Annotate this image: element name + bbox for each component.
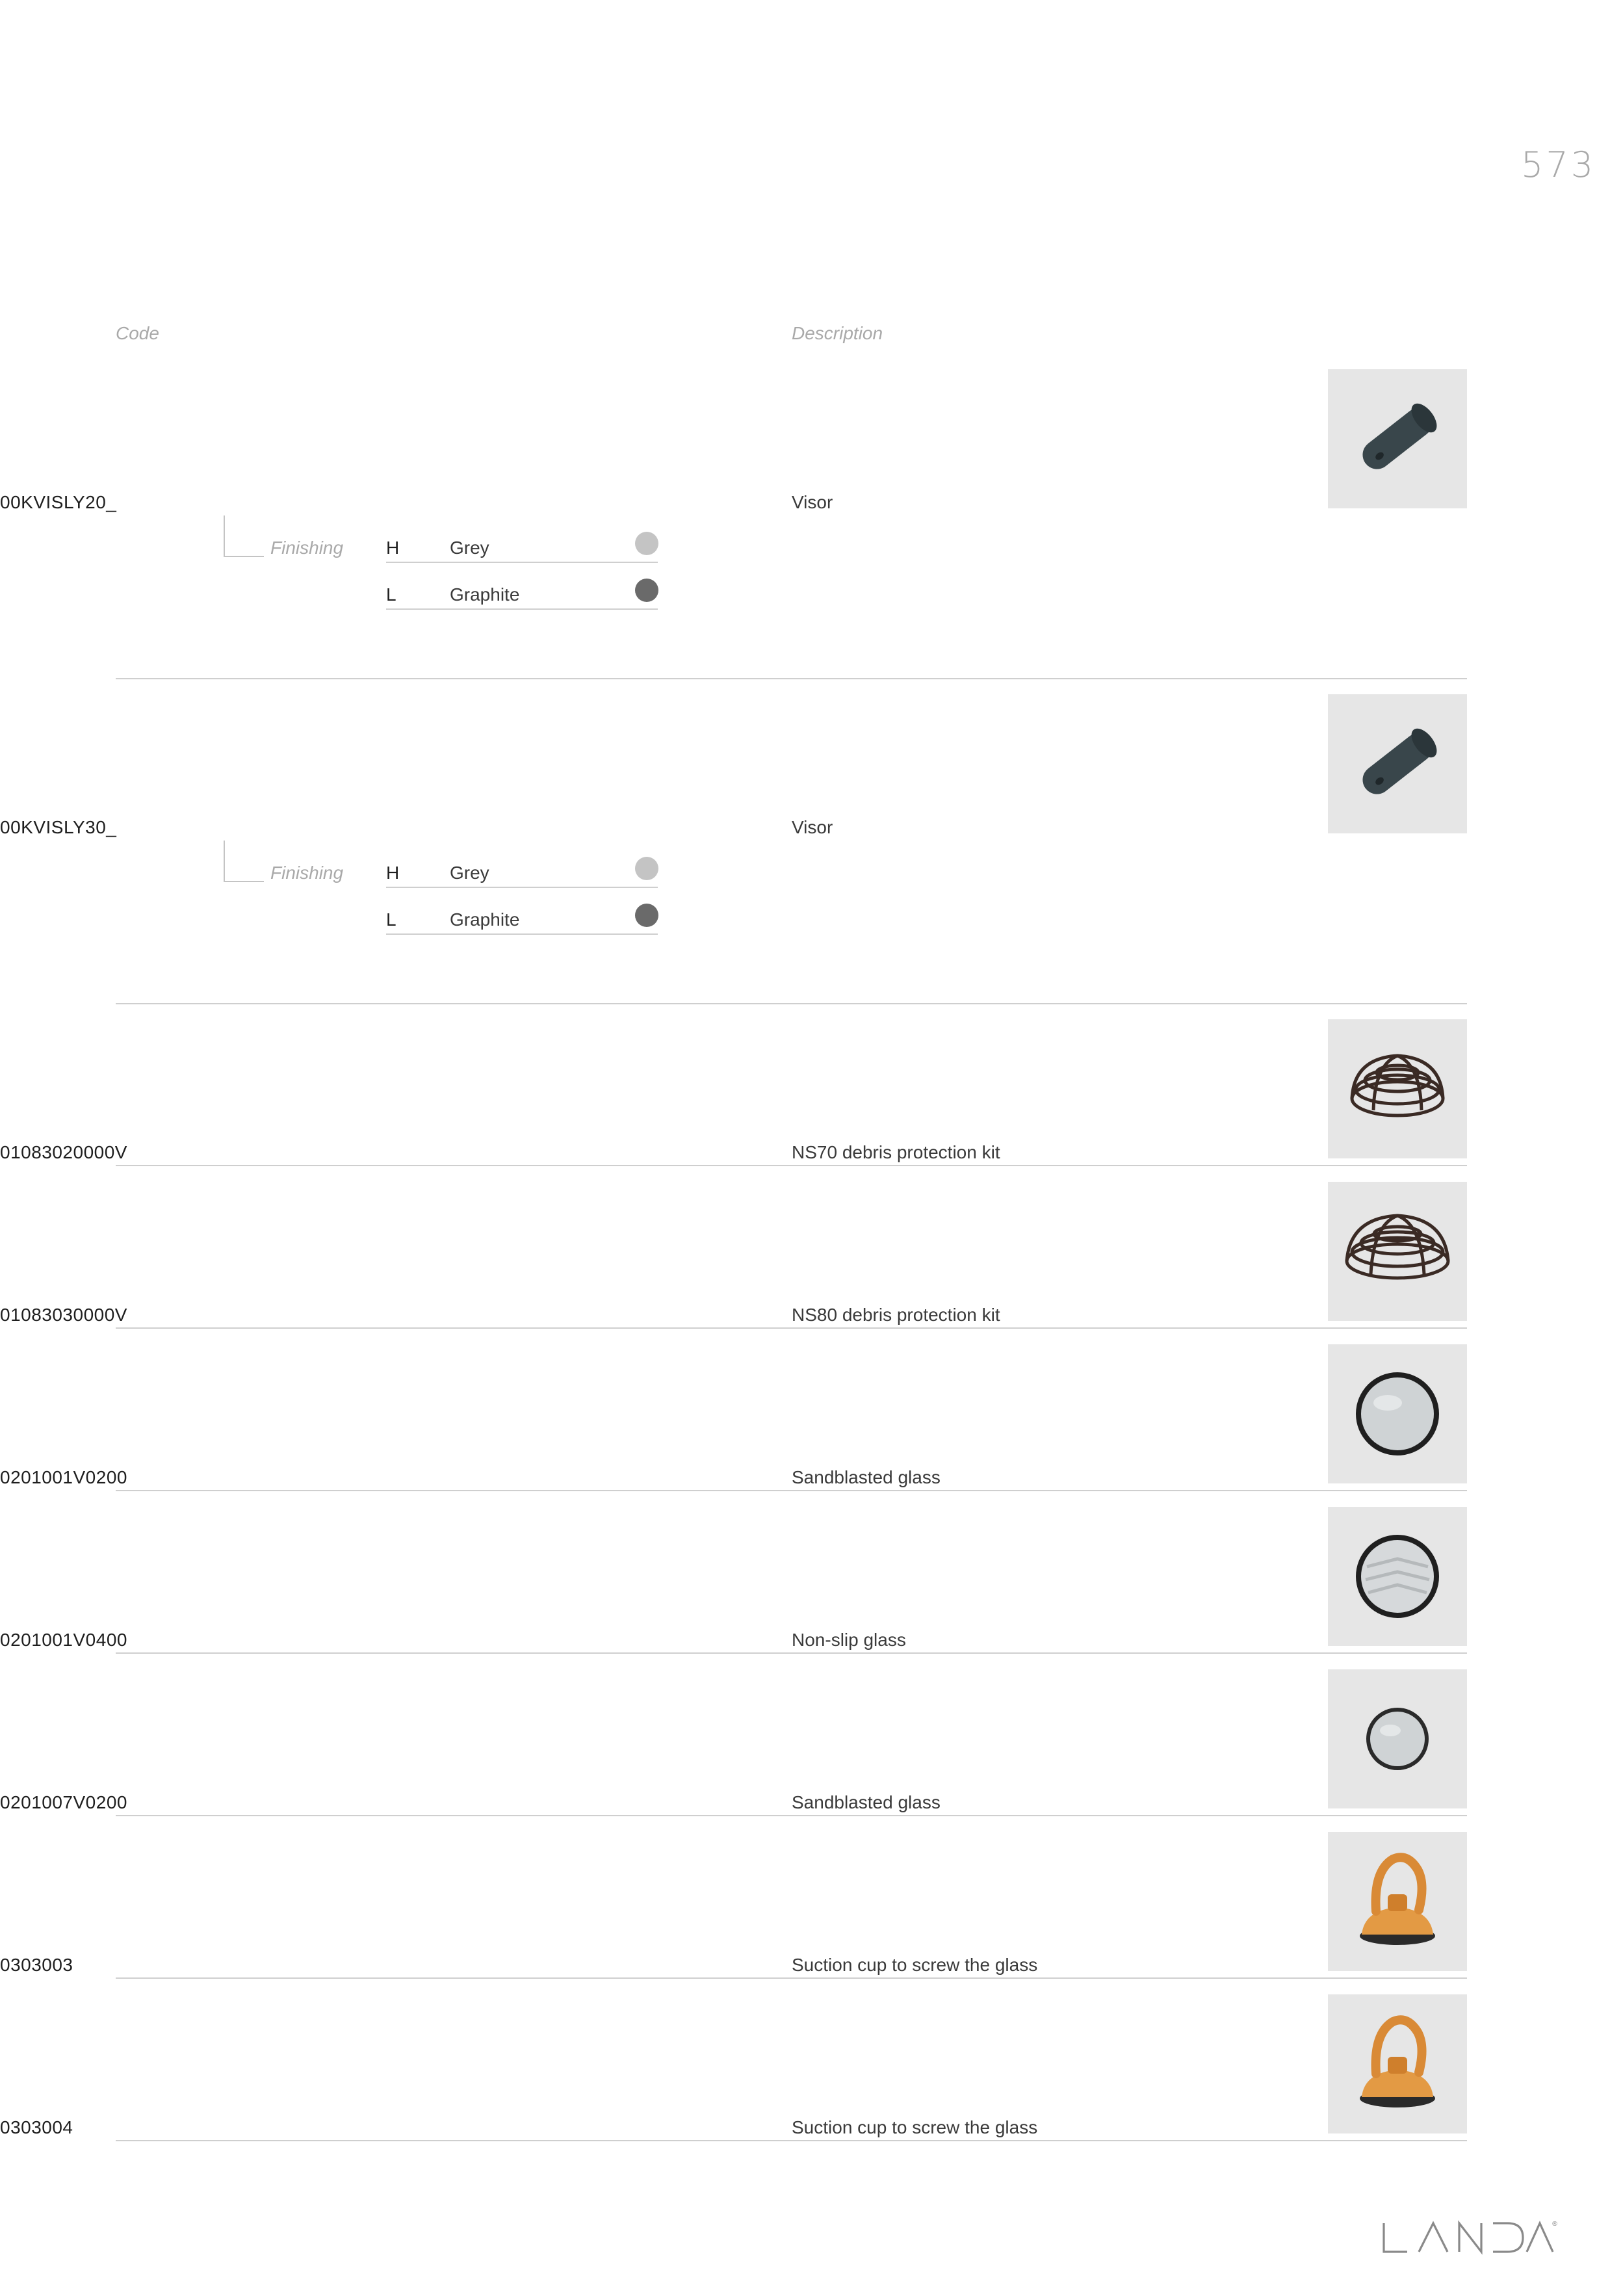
product-code: 0201001V0200 — [0, 1467, 127, 1487]
debris-kit-image — [1328, 1182, 1467, 1321]
grey-swatch — [635, 532, 658, 555]
visor-icon — [1328, 694, 1467, 833]
glass-image — [1328, 1507, 1467, 1646]
product-code: 01083030000V — [0, 1305, 127, 1325]
row-divider — [116, 1815, 1467, 1816]
glass-disc-icon — [1328, 1344, 1467, 1483]
product-code: 01083020000V — [0, 1142, 127, 1162]
product-code: 0303003 — [0, 1955, 73, 1975]
option-divider — [386, 933, 658, 935]
row-divider — [116, 1652, 1467, 1654]
finish-option-name: Graphite — [450, 909, 520, 930]
graphite-swatch — [635, 904, 658, 927]
debris-grille-icon — [1328, 1182, 1467, 1321]
graphite-swatch — [635, 579, 658, 602]
page-number: 573 — [1521, 144, 1596, 185]
product-code: 00KVISLY30_ — [0, 817, 117, 837]
finishing-label: Finishing — [270, 538, 344, 558]
debris-kit-image — [1328, 1019, 1467, 1158]
option-divider — [386, 608, 658, 610]
suction-cup-icon — [1328, 1832, 1467, 1971]
finish-option-name: Grey — [450, 863, 489, 883]
glass-image — [1328, 1344, 1467, 1483]
product-description: Sandblasted glass — [792, 1792, 941, 1812]
finish-option-code: L — [386, 909, 396, 930]
product-description: NS80 debris protection kit — [792, 1305, 1000, 1325]
debris-grille-icon — [1328, 1019, 1467, 1158]
product-description: NS70 debris protection kit — [792, 1142, 1000, 1162]
row-divider — [116, 1490, 1467, 1491]
grey-swatch — [635, 857, 658, 880]
row-divider — [116, 1003, 1467, 1004]
product-description: Sandblasted glass — [792, 1467, 941, 1487]
row-divider — [116, 1165, 1467, 1166]
suction-cup-image — [1328, 1994, 1467, 2133]
glass-disc-icon — [1328, 1507, 1467, 1646]
row-divider — [116, 2140, 1467, 2141]
product-description: Non-slip glass — [792, 1630, 906, 1650]
row-divider — [116, 678, 1467, 679]
row-divider — [116, 1977, 1467, 1979]
row-divider — [116, 1327, 1467, 1329]
visor-icon — [1328, 369, 1467, 508]
product-description: Visor — [792, 492, 833, 512]
product-description: Suction cup to screw the glass — [792, 1955, 1038, 1975]
product-code: 0303004 — [0, 2117, 73, 2137]
visor-image — [1328, 694, 1467, 833]
finishing-label: Finishing — [270, 863, 344, 883]
finish-option-code: H — [386, 538, 400, 558]
finish-option-name: Graphite — [450, 584, 520, 605]
finishing-bracket — [224, 841, 264, 882]
glass-image — [1328, 1669, 1467, 1808]
option-divider — [386, 562, 658, 563]
suction-cup-icon — [1328, 1994, 1467, 2133]
description-column-header: Description — [792, 323, 883, 343]
suction-cup-image — [1328, 1832, 1467, 1971]
product-code: 0201007V0200 — [0, 1792, 127, 1812]
code-column-header: Code — [116, 323, 159, 343]
option-divider — [386, 887, 658, 888]
finishing-bracket — [224, 515, 264, 557]
visor-image — [1328, 369, 1467, 508]
landa-logo — [1381, 2218, 1557, 2257]
svg-text:®: ® — [1552, 2221, 1558, 2228]
product-code: 0201001V0400 — [0, 1630, 127, 1650]
product-description: Visor — [792, 817, 833, 837]
glass-disc-icon — [1328, 1669, 1467, 1808]
product-code: 00KVISLY20_ — [0, 492, 117, 512]
product-description: Suction cup to screw the glass — [792, 2117, 1038, 2137]
finish-option-code: L — [386, 584, 396, 605]
finish-option-code: H — [386, 863, 400, 883]
finish-option-name: Grey — [450, 538, 489, 558]
